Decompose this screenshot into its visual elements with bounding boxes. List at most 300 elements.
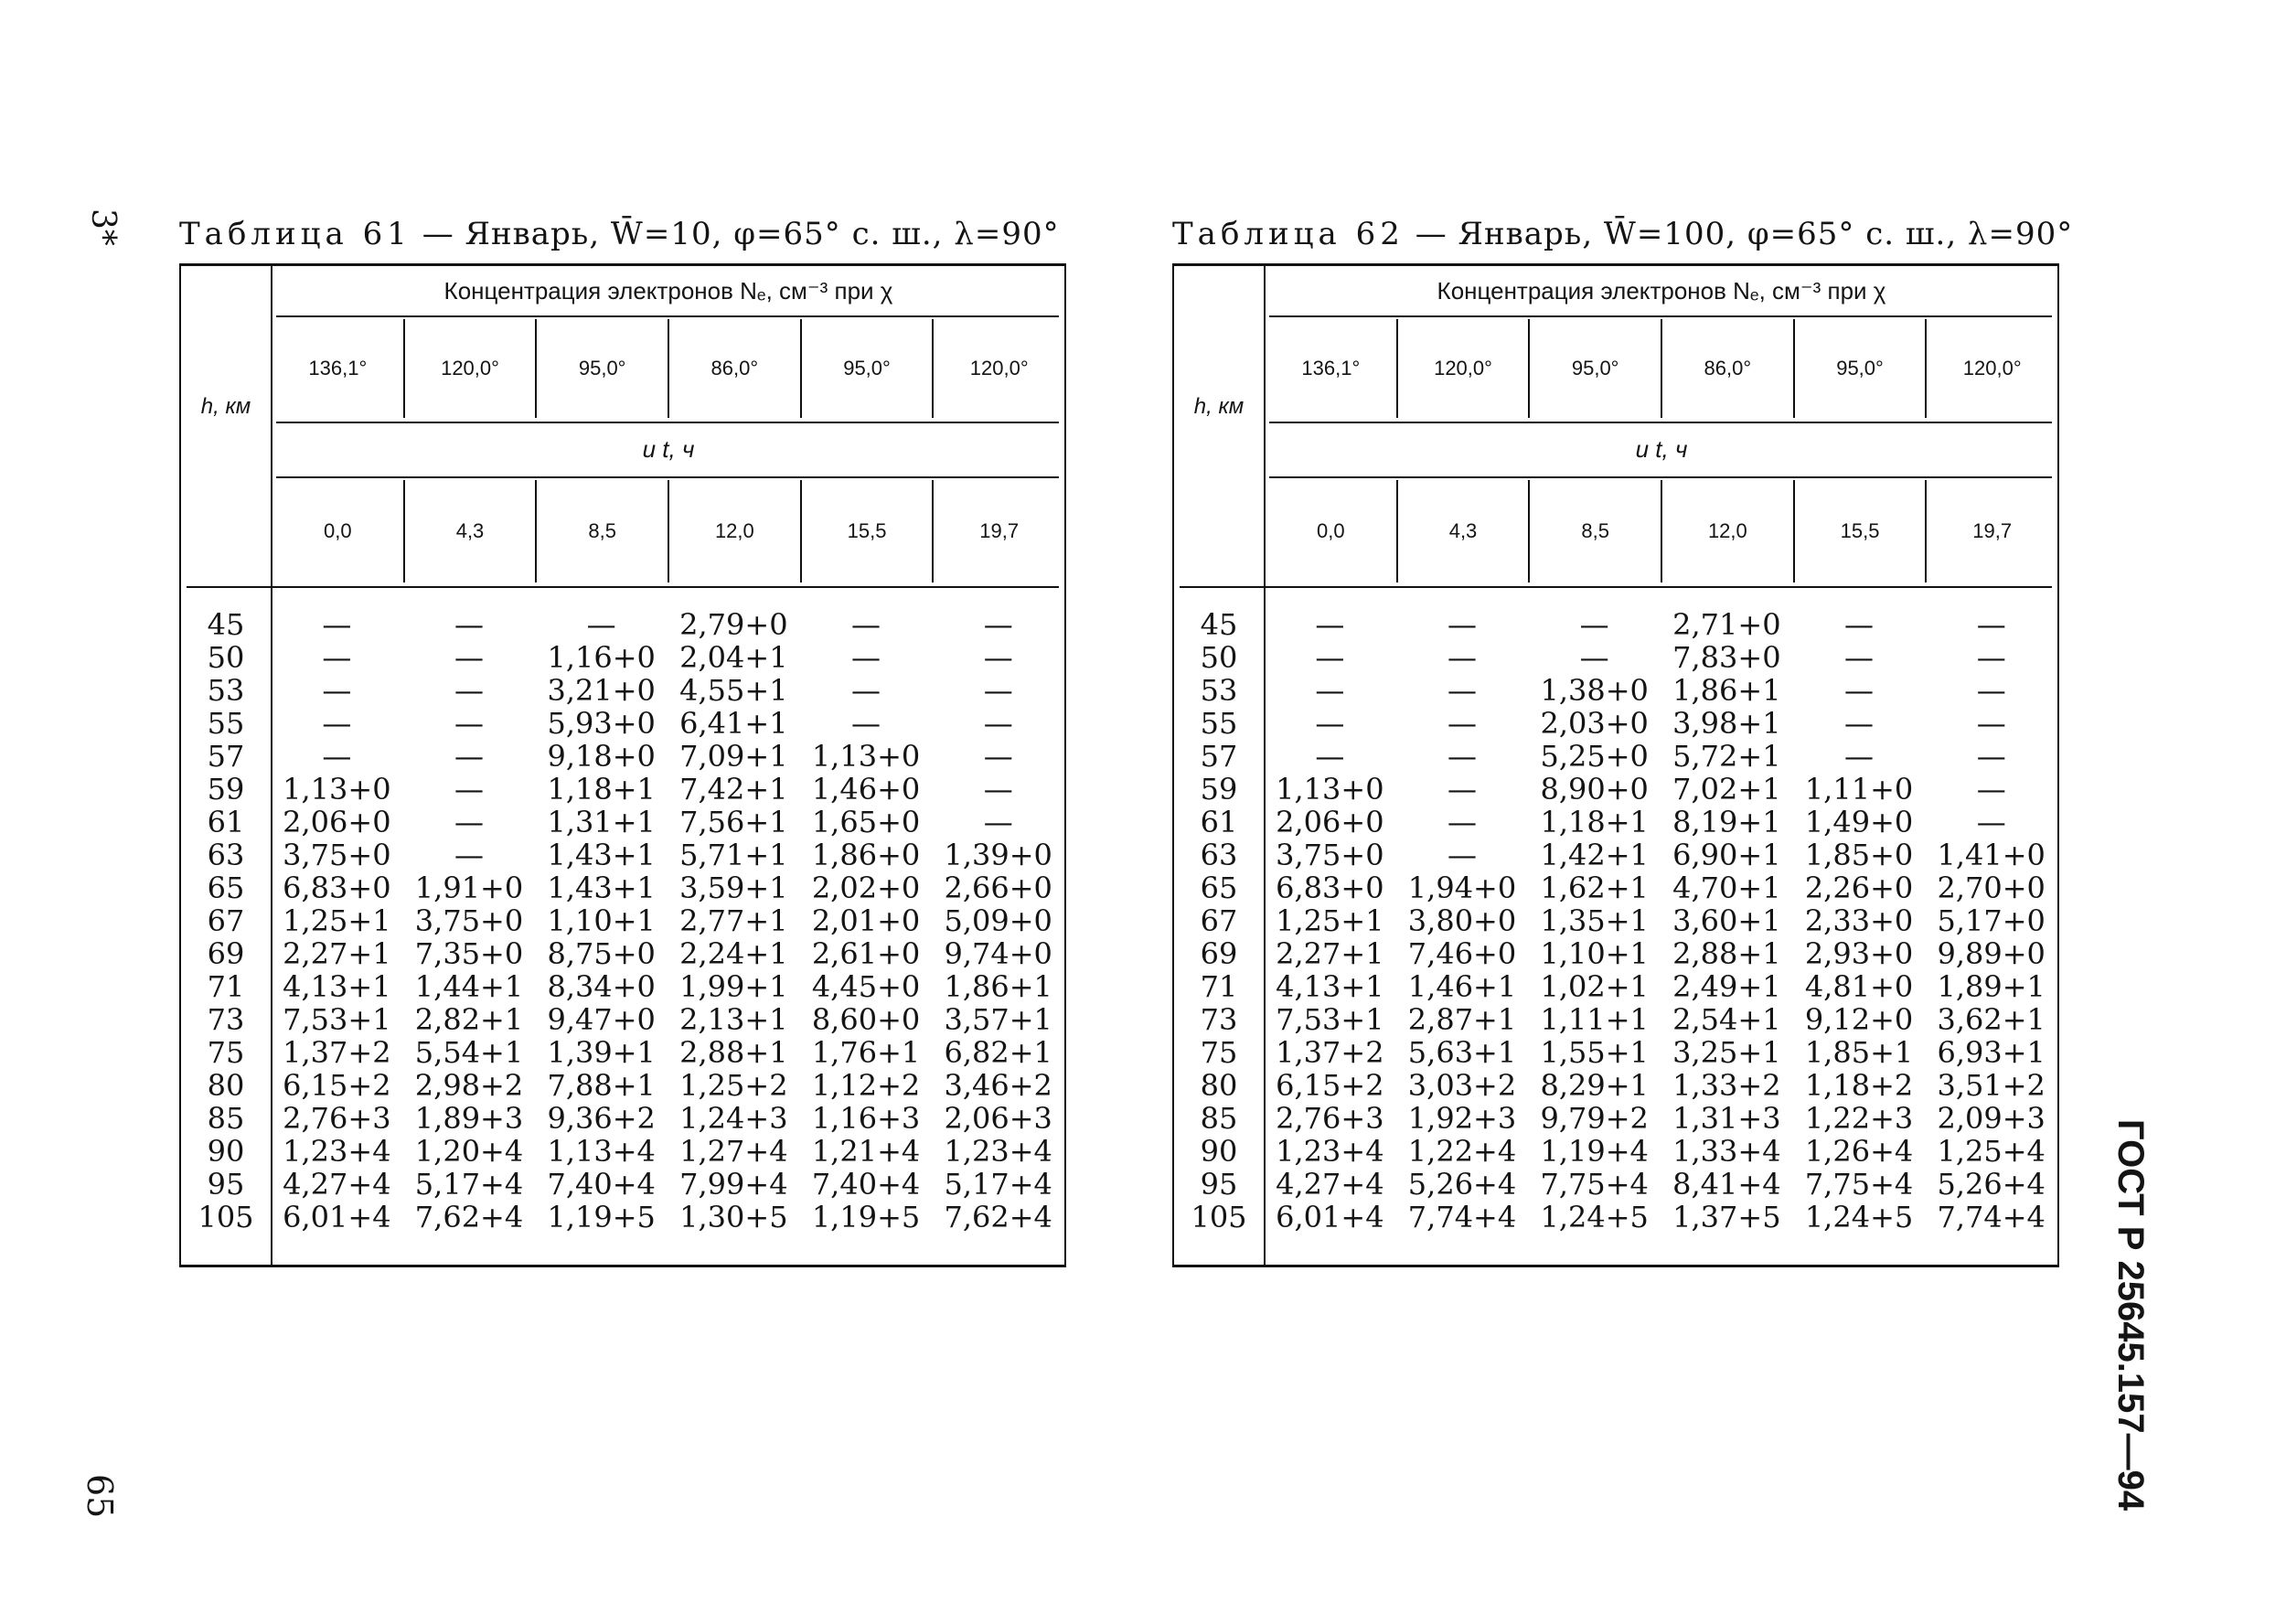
table-row	[181, 1168, 1064, 1201]
value-cell: 6,41+1	[679, 706, 788, 741]
value-cell: —	[1315, 640, 1345, 675]
value-cell: 5,63+1	[1407, 1035, 1517, 1070]
value-cell: —	[1447, 607, 1477, 642]
height-cell: 85	[207, 1101, 245, 1136]
height-cell: 75	[1200, 1035, 1238, 1070]
value-cell: 3,21+0	[547, 673, 656, 708]
height-cell: 75	[207, 1035, 245, 1070]
table-row	[1174, 1168, 2057, 1201]
time-cell: 4,3	[1396, 480, 1529, 582]
value-cell: 1,33+2	[1672, 1068, 1781, 1103]
data-rows	[181, 608, 1064, 1234]
table-caption-text: — Январь, W̄=10, φ=65° с. ш., λ=90°	[411, 216, 1060, 252]
table-row	[1174, 740, 2057, 773]
value-cell: —	[1976, 673, 2006, 708]
angle-cell: 95,0°	[1528, 319, 1661, 418]
table-row	[1174, 674, 2057, 707]
angle-cell: 120,0°	[1396, 319, 1529, 418]
height-cell: 65	[207, 871, 245, 905]
height-cell: 95	[207, 1167, 245, 1202]
value-cell: 1,55+1	[1540, 1035, 1649, 1070]
header-rule	[276, 476, 1059, 478]
value-cell: 1,23+4	[283, 1134, 391, 1169]
value-cell: —	[851, 607, 881, 642]
value-cell: 1,43+1	[547, 838, 656, 872]
value-cell: 1,22+4	[1407, 1134, 1517, 1169]
value-cell: 2,09+3	[1937, 1101, 2046, 1136]
value-cell: —	[1844, 706, 1875, 741]
value-cell: 3,57+1	[944, 1002, 1052, 1037]
table-body	[1172, 263, 2059, 1267]
value-cell: 2,06+3	[944, 1101, 1052, 1136]
value-cell: 8,29+1	[1540, 1068, 1649, 1103]
header-main: Концентрация электронов Nₑ, см⁻³ при χ	[1437, 277, 1886, 304]
value-cell: —	[1976, 640, 2006, 675]
value-cell: —	[1447, 772, 1477, 807]
value-cell: 1,18+1	[547, 772, 656, 807]
value-cell: 7,99+4	[679, 1167, 788, 1202]
data-rows	[1174, 608, 2057, 1234]
value-cell: 1,18+1	[1540, 805, 1649, 839]
time-cell: 12,0	[1661, 480, 1793, 582]
value-cell: 7,40+4	[547, 1167, 656, 1202]
value-cell: 6,90+1	[1672, 838, 1781, 872]
height-cell: 50	[207, 640, 245, 675]
value-cell: 6,93+1	[1937, 1035, 2046, 1070]
value-cell: 2,82+1	[414, 1002, 524, 1037]
value-cell: —	[983, 772, 1013, 807]
table-row	[181, 1102, 1064, 1135]
value-cell: 1,24+5	[1540, 1200, 1649, 1234]
value-cell: 1,19+5	[811, 1200, 921, 1234]
value-cell: 4,27+4	[1276, 1167, 1384, 1202]
value-cell: 7,62+4	[944, 1200, 1052, 1234]
value-cell: 1,02+1	[1540, 969, 1649, 1004]
height-cell: 53	[207, 673, 245, 708]
table-row	[1174, 1201, 2057, 1234]
value-cell: 1,65+0	[811, 805, 921, 839]
value-cell: 4,81+0	[1804, 969, 1914, 1004]
value-cell: —	[322, 607, 352, 642]
value-cell: 1,26+4	[1804, 1134, 1914, 1169]
value-cell: 2,24+1	[679, 936, 788, 971]
value-cell: —	[983, 706, 1013, 741]
table-row	[1174, 773, 2057, 806]
value-cell: 2,76+3	[1276, 1101, 1384, 1136]
height-cell: 105	[198, 1200, 254, 1234]
value-cell: 5,17+4	[944, 1167, 1052, 1202]
value-cell: 1,25+2	[679, 1068, 788, 1103]
value-cell: 4,45+0	[811, 969, 921, 1004]
angle-cell: 120,0°	[403, 319, 536, 418]
height-cell: 95	[1200, 1167, 1238, 1202]
value-cell: 1,24+3	[679, 1101, 788, 1136]
header-rule	[276, 315, 1059, 317]
value-cell: 9,12+0	[1804, 1002, 1914, 1037]
time-cell: 19,7	[1925, 480, 2057, 582]
value-cell: 1,76+1	[811, 1035, 921, 1070]
value-cell: —	[1447, 805, 1477, 839]
value-cell: —	[454, 706, 484, 741]
height-cell: 90	[1200, 1134, 1238, 1169]
value-cell: 2,02+0	[811, 871, 921, 905]
table-row	[181, 1003, 1064, 1036]
header-rule	[1269, 476, 2052, 478]
time-header-row	[1266, 480, 2057, 582]
value-cell: 1,62+1	[1540, 871, 1649, 905]
value-cell: 4,70+1	[1672, 871, 1781, 905]
value-cell: —	[1579, 607, 1609, 642]
value-cell: 2,93+0	[1804, 936, 1914, 971]
value-cell: —	[851, 673, 881, 708]
angle-header-row	[272, 319, 1064, 418]
value-cell: 1,46+1	[1407, 969, 1517, 1004]
value-cell: 1,89+1	[1937, 969, 2046, 1004]
value-cell: 1,85+1	[1804, 1035, 1914, 1070]
table-61	[179, 208, 1066, 1267]
angle-cell: 136,1°	[1301, 357, 1361, 379]
value-cell: 5,25+0	[1540, 739, 1649, 774]
value-cell: 5,71+1	[679, 838, 788, 872]
height-cell: 73	[207, 1002, 245, 1037]
table-row	[181, 773, 1064, 806]
value-cell: —	[983, 739, 1013, 774]
angle-cell: 95,0°	[800, 319, 933, 418]
table-row	[1174, 1003, 2057, 1036]
time-cell: 8,5	[535, 480, 668, 582]
value-cell: —	[851, 640, 881, 675]
value-cell: 1,86+1	[944, 969, 1052, 1004]
value-cell: 4,13+1	[283, 969, 391, 1004]
value-cell: 1,30+5	[679, 1200, 788, 1234]
time-cell: 0,0	[1317, 519, 1345, 542]
value-cell: 3,51+2	[1937, 1068, 2046, 1103]
value-cell: 1,91+0	[414, 871, 524, 905]
value-cell: —	[1315, 673, 1345, 708]
value-cell: —	[983, 805, 1013, 839]
table-row	[1174, 707, 2057, 740]
value-cell: —	[1447, 739, 1477, 774]
value-cell: 5,09+0	[944, 903, 1052, 938]
height-cell: 67	[207, 903, 245, 938]
value-cell: 6,01+4	[283, 1200, 391, 1234]
table-body	[179, 263, 1066, 1267]
value-cell: 2,13+1	[679, 1002, 788, 1037]
value-cell: 2,49+1	[1672, 969, 1781, 1004]
value-cell: —	[1976, 607, 2006, 642]
value-cell: 7,53+1	[283, 1002, 391, 1037]
value-cell: 1,92+3	[1407, 1101, 1517, 1136]
table-row	[1174, 1102, 2057, 1135]
header-bottom-rule	[187, 586, 1059, 588]
table-row	[181, 641, 1064, 674]
height-cell: 105	[1191, 1200, 1247, 1234]
height-cell: 53	[1200, 673, 1238, 708]
value-cell: 1,11+1	[1540, 1002, 1649, 1037]
page-number: 65	[80, 1474, 120, 1519]
value-cell: —	[1315, 706, 1345, 741]
value-cell: —	[454, 838, 484, 872]
height-cell: 63	[207, 838, 245, 872]
value-cell: —	[983, 640, 1013, 675]
value-cell: —	[322, 706, 352, 741]
table-row	[181, 937, 1064, 970]
value-cell: 2,54+1	[1672, 1002, 1781, 1037]
table-row	[1174, 806, 2057, 839]
value-cell: 3,03+2	[1407, 1068, 1517, 1103]
table-row	[181, 904, 1064, 937]
value-cell: 1,27+4	[679, 1134, 788, 1169]
value-cell: —	[1447, 838, 1477, 872]
value-cell: 1,10+1	[1540, 936, 1649, 971]
height-cell: 63	[1200, 838, 1238, 872]
table-row	[1174, 970, 2057, 1003]
value-cell: 1,24+5	[1804, 1200, 1914, 1234]
value-cell: 1,86+0	[811, 838, 921, 872]
value-cell: 1,46+0	[811, 772, 921, 807]
value-cell: 1,21+4	[811, 1134, 921, 1169]
angle-cell: 86,0°	[1661, 319, 1793, 418]
value-cell: 5,17+0	[1937, 903, 2046, 938]
value-cell: 4,13+1	[1276, 969, 1384, 1004]
value-cell: —	[454, 607, 484, 642]
value-cell: —	[1844, 673, 1875, 708]
height-cell: 67	[1200, 903, 1238, 938]
value-cell: 8,19+1	[1672, 805, 1781, 839]
value-cell: 1,19+5	[547, 1200, 656, 1234]
height-cell: 59	[207, 772, 245, 807]
height-cell: 55	[207, 706, 245, 741]
value-cell: 1,22+3	[1804, 1101, 1914, 1136]
header-bottom-rule	[1180, 586, 2052, 588]
value-cell: —	[1976, 805, 2006, 839]
value-cell: 3,75+0	[283, 838, 391, 872]
value-cell: 2,70+0	[1937, 871, 2046, 905]
value-cell: 2,71+0	[1672, 607, 1781, 642]
value-cell: 2,79+0	[679, 607, 788, 642]
value-cell: 7,35+0	[414, 936, 524, 971]
value-cell: 1,11+0	[1804, 772, 1914, 807]
value-cell: 1,31+1	[547, 805, 656, 839]
value-cell: 7,74+4	[1937, 1200, 2046, 1234]
value-cell: 1,85+0	[1804, 838, 1914, 872]
height-cell: 45	[207, 607, 245, 642]
value-cell: 1,86+1	[1672, 673, 1781, 708]
value-cell: 6,83+0	[283, 871, 391, 905]
time-cell: 15,5	[800, 480, 933, 582]
value-cell: —	[1579, 640, 1609, 675]
value-cell: 1,44+1	[414, 969, 524, 1004]
value-cell: 7,88+1	[547, 1068, 656, 1103]
value-cell: —	[1447, 673, 1477, 708]
value-cell: 6,82+1	[944, 1035, 1052, 1070]
value-cell: 3,25+1	[1672, 1035, 1781, 1070]
value-cell: 1,37+2	[1276, 1035, 1384, 1070]
time-label: и t, ч	[1635, 435, 1688, 463]
standard-code: ГОСТ Р 25645.157—94	[2110, 1119, 2151, 1512]
time-cell: 12,0	[668, 480, 800, 582]
value-cell: 3,60+1	[1672, 903, 1781, 938]
table-caption-lead: Таблица 62	[1172, 216, 1405, 252]
height-cell: 80	[1200, 1068, 1238, 1103]
table-row	[181, 839, 1064, 871]
value-cell: 1,33+4	[1672, 1134, 1781, 1169]
value-cell: 3,46+2	[944, 1068, 1052, 1103]
value-cell: —	[1976, 706, 2006, 741]
time-cell: 8,5	[1528, 480, 1661, 582]
table-row	[1174, 871, 2057, 904]
value-cell: 7,74+4	[1407, 1200, 1517, 1234]
height-cell: 59	[1200, 772, 1238, 807]
value-cell: 1,16+0	[547, 640, 656, 675]
height-cell: 73	[1200, 1002, 1238, 1037]
h-column-label: h, км	[200, 394, 251, 419]
value-cell: —	[322, 739, 352, 774]
angle-cell: 95,0°	[535, 319, 668, 418]
value-cell: 2,88+1	[1672, 936, 1781, 971]
value-cell: —	[983, 673, 1013, 708]
value-cell: 8,34+0	[547, 969, 656, 1004]
value-cell: 1,20+4	[414, 1134, 524, 1169]
value-cell: 1,43+1	[547, 871, 656, 905]
value-cell: 2,77+1	[679, 903, 788, 938]
value-cell: —	[454, 640, 484, 675]
table-row	[1174, 1069, 2057, 1102]
value-cell: 2,04+1	[679, 640, 788, 675]
height-cell: 65	[1200, 871, 1238, 905]
value-cell: 1,10+1	[547, 903, 656, 938]
value-cell: 3,62+1	[1937, 1002, 2046, 1037]
value-cell: 8,75+0	[547, 936, 656, 971]
value-cell: 9,18+0	[547, 739, 656, 774]
value-cell: —	[586, 607, 616, 642]
value-cell: 1,13+0	[811, 739, 921, 774]
table-row	[181, 1036, 1064, 1069]
value-cell: 7,75+4	[1804, 1167, 1914, 1202]
value-cell: 7,09+1	[679, 739, 788, 774]
height-cell: 69	[207, 936, 245, 971]
value-cell: 1,23+4	[944, 1134, 1052, 1169]
value-cell: 6,01+4	[1276, 1200, 1384, 1234]
value-cell: —	[322, 673, 352, 708]
value-cell: 9,36+2	[547, 1101, 656, 1136]
value-cell: 1,18+2	[1804, 1068, 1914, 1103]
value-cell: 1,31+3	[1672, 1101, 1781, 1136]
time-cell: 4,3	[403, 480, 536, 582]
height-cell: 69	[1200, 936, 1238, 971]
angle-cell: 120,0°	[1925, 319, 2057, 418]
table-row	[181, 707, 1064, 740]
value-cell: 7,75+4	[1540, 1167, 1649, 1202]
table-62	[1172, 208, 2073, 1267]
h-column-label: h, км	[1193, 394, 1244, 419]
value-cell: 5,72+1	[1672, 739, 1781, 774]
value-cell: 7,42+1	[679, 772, 788, 807]
value-cell: —	[322, 640, 352, 675]
value-cell: —	[983, 607, 1013, 642]
value-cell: 7,02+1	[1672, 772, 1781, 807]
value-cell: 5,26+4	[1937, 1167, 2046, 1202]
value-cell: —	[454, 673, 484, 708]
value-cell: 1,13+0	[283, 772, 391, 807]
value-cell: —	[1976, 739, 2006, 774]
value-cell: 6,83+0	[1276, 871, 1384, 905]
value-cell: 2,06+0	[1276, 805, 1384, 839]
value-cell: 9,74+0	[944, 936, 1052, 971]
value-cell: 7,53+1	[1276, 1002, 1384, 1037]
value-cell: 7,56+1	[679, 805, 788, 839]
value-cell: 1,25+1	[1276, 903, 1384, 938]
value-cell: 1,19+4	[1540, 1134, 1649, 1169]
value-cell: 1,89+3	[414, 1101, 524, 1136]
value-cell: 2,01+0	[811, 903, 921, 938]
table-caption	[179, 208, 1066, 260]
value-cell: 5,93+0	[547, 706, 656, 741]
page-marker: 3*	[84, 208, 122, 246]
value-cell: 7,83+0	[1672, 640, 1781, 675]
value-cell: 1,94+0	[1407, 871, 1517, 905]
value-cell: 3,75+0	[1276, 838, 1384, 872]
table-caption	[1172, 208, 2073, 260]
value-cell: —	[1844, 640, 1875, 675]
height-cell: 71	[207, 969, 245, 1004]
value-cell: —	[1844, 607, 1875, 642]
table-caption-text: — Январь, W̄=100, φ=65° с. ш., λ=90°	[1404, 216, 2074, 252]
table-row	[181, 871, 1064, 904]
value-cell: 1,13+0	[1276, 772, 1384, 807]
value-cell: 1,42+1	[1540, 838, 1649, 872]
time-cell: 15,5	[1793, 480, 1926, 582]
value-cell: 1,37+2	[283, 1035, 391, 1070]
table-row	[1174, 1135, 2057, 1168]
value-cell: 2,26+0	[1804, 871, 1914, 905]
value-cell: 2,33+0	[1804, 903, 1914, 938]
table-row	[1174, 904, 2057, 937]
value-cell: 8,41+4	[1672, 1167, 1781, 1202]
value-cell: 8,60+0	[811, 1002, 921, 1037]
value-cell: 6,15+2	[283, 1068, 391, 1103]
height-cell: 57	[207, 739, 245, 774]
table-row	[181, 970, 1064, 1003]
value-cell: —	[1447, 706, 1477, 741]
table-row	[1174, 839, 2057, 871]
value-cell: 1,39+0	[944, 838, 1052, 872]
table-row	[181, 1069, 1064, 1102]
value-cell: —	[851, 706, 881, 741]
table-row	[181, 1201, 1064, 1234]
height-cell: 50	[1200, 640, 1238, 675]
height-cell: 90	[207, 1134, 245, 1169]
value-cell: 2,76+3	[283, 1101, 391, 1136]
header-main: Концентрация электронов Nₑ, см⁻³ при χ	[443, 277, 893, 304]
angle-cell: 120,0°	[932, 319, 1064, 418]
value-cell: 5,26+4	[1407, 1167, 1517, 1202]
value-cell: 1,38+0	[1540, 673, 1649, 708]
height-cell: 71	[1200, 969, 1238, 1004]
value-cell: 7,40+4	[811, 1167, 921, 1202]
height-cell: 55	[1200, 706, 1238, 741]
value-cell: 2,98+2	[414, 1068, 524, 1103]
table-row	[1174, 937, 2057, 970]
value-cell: 2,61+0	[811, 936, 921, 971]
table-row	[181, 674, 1064, 707]
angle-cell: 136,1°	[308, 357, 368, 379]
height-cell: 80	[207, 1068, 245, 1103]
value-cell: 7,46+0	[1407, 936, 1517, 971]
value-cell: 9,79+2	[1540, 1101, 1649, 1136]
value-cell: 1,23+4	[1276, 1134, 1384, 1169]
value-cell: 1,13+4	[547, 1134, 656, 1169]
